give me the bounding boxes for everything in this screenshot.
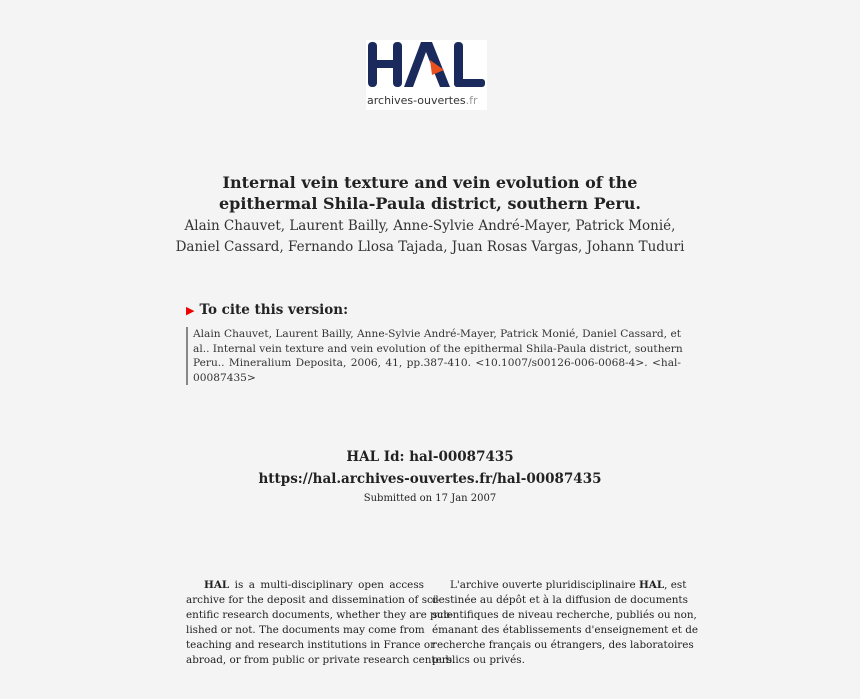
desc-line: lished or not. The documents may come from	[186, 624, 425, 636]
hal-id: HAL Id: hal-00087435	[346, 449, 514, 465]
citation-line: Peru.. Mineralium Deposita, 2006, 41, pp.387-410. <10.1007/s00126-006-0068-4>. <hal-	[193, 357, 681, 369]
hal-description-french	[432, 578, 699, 668]
desc-line: is a multi-disciplinary open access	[229, 579, 424, 591]
citation-block	[186, 327, 681, 385]
hal-bold: HAL	[638, 579, 665, 591]
hal-id-block	[0, 446, 860, 490]
submission-date: Submitted on 17 Jan 2007	[363, 493, 497, 504]
citation-line: Alain Chauvet, Laurent Bailly, Anne-Sylvie André-Mayer, Patrick Monié, Daniel Cassard, et	[193, 328, 681, 340]
hal-bold: HAL	[204, 579, 230, 591]
hal-url-link[interactable]: https://hal.archives-ouvertes.fr/hal-00087435	[258, 471, 602, 487]
hal-logo	[366, 40, 487, 110]
cite-heading-text: To cite this version:	[199, 302, 349, 318]
desc-line: L'archive ouverte pluridisciplinaire	[450, 579, 639, 591]
author-line: Alain Chauvet, Laurent Bailly, Anne-Sylvie André-Mayer, Patrick Monié,	[184, 218, 676, 234]
desc-line: teaching and research institutions in France or	[186, 639, 436, 651]
hal-description-english	[186, 578, 456, 668]
citation-line: 00087435>	[193, 371, 256, 384]
desc-line: émanant des établissements d'enseignement et de	[432, 624, 699, 636]
title-line: epithermal Shila-Paula district, southern Peru.	[219, 194, 641, 213]
desc-line: archive for the deposit and dissemination of sci-	[186, 594, 440, 606]
title-line: Internal vein texture and vein evolution of the	[222, 173, 638, 192]
desc-line: destinée au dépôt et à la diffusion de documents	[432, 594, 688, 606]
logo-subtitle: archives-ouvertes.fr	[367, 94, 478, 107]
citation-line: al.. Internal vein texture and vein evolution of the epithermal Shila-Paula district, southern	[193, 342, 683, 355]
desc-line: publics ou privés.	[432, 654, 525, 666]
cite-heading	[186, 302, 348, 318]
authors	[0, 216, 860, 258]
author-line: Daniel Cassard, Fernando Llosa Tajada, Juan Rosas Vargas, Johann Tuduri	[175, 239, 685, 255]
paper-title	[0, 172, 860, 214]
desc-line: , est	[664, 579, 687, 591]
desc-line: scientifiques de niveau recherche, publiés ou non,	[432, 609, 697, 621]
desc-line: entific research documents, whether they are pub-	[186, 609, 454, 621]
desc-line: abroad, or from public or private research centers.	[186, 654, 456, 666]
desc-line: recherche français ou étrangers, des laboratoires	[432, 639, 694, 651]
triangle-bullet-icon: ▶	[186, 304, 195, 317]
